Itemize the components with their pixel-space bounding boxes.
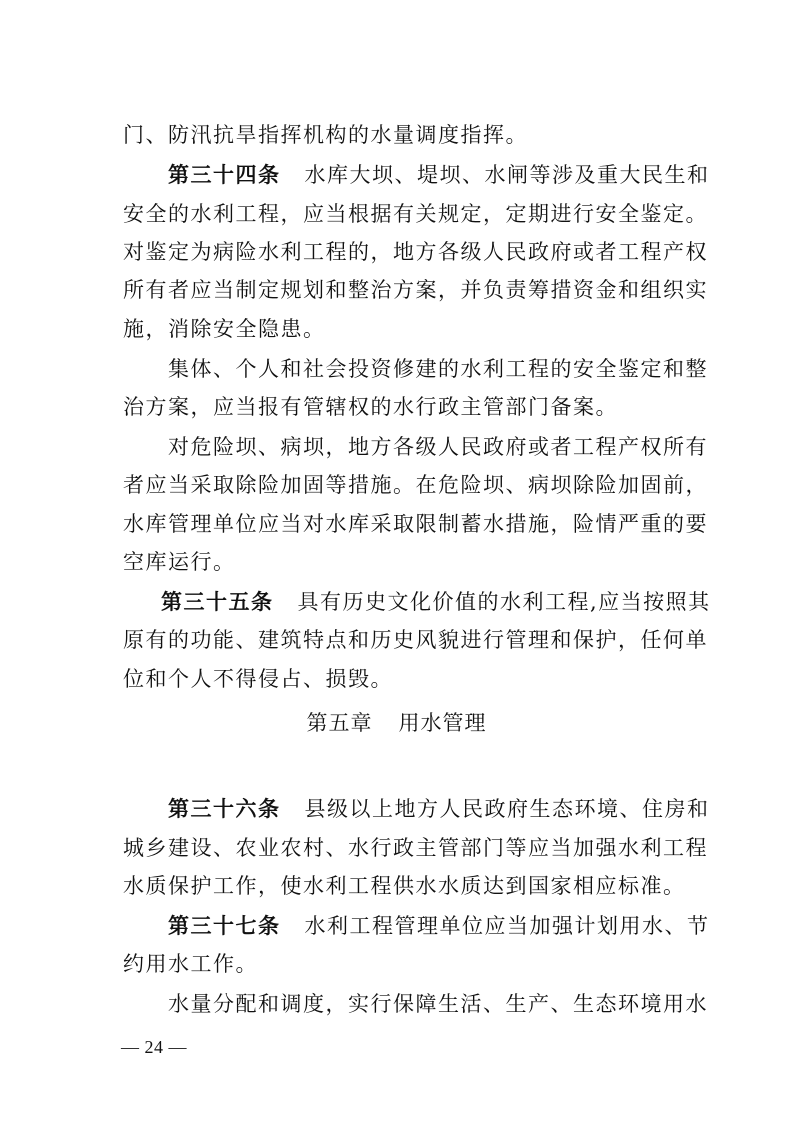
body-line: 对危险坝、病坝，地方各级人民政府或者工程产权所有: [168, 435, 708, 459]
body-line: 约用水工作。: [123, 952, 258, 976]
body-line: 水库管理单位应当对水库采取限制蓄水措施，险情严重的要: [123, 512, 708, 536]
article-35-text: 具有历史文化价值的水利工程,应当按照其: [297, 590, 711, 614]
body-line: 对鉴定为病险水利工程的，地方各级人民政府或者工程产权: [123, 240, 708, 264]
body-line: 位和个人不得侵占、损毁。: [123, 667, 393, 691]
article-35-first-line: [161, 587, 711, 617]
article-34-text: 水库大坝、堤坝、水闸等涉及重大民生和: [304, 163, 710, 187]
body-line: 水质保护工作，使水利工程供水水质达到国家相应标准。: [123, 874, 686, 898]
body-line: 施，消除安全隐患。: [123, 317, 326, 341]
article-36-first-line: [168, 794, 710, 824]
body-line: 所有者应当制定规划和整治方案，并负责筹措资金和组织实: [123, 278, 708, 302]
article-36-label: 第三十六条: [168, 796, 281, 821]
body-line: 门、防汛抗旱指挥机构的水量调度指挥。: [123, 123, 528, 147]
body-line: 者应当采取除险加固等措施。在危险坝、病坝除险加固前，: [123, 473, 708, 497]
page-number: — 24 —: [121, 1037, 187, 1057]
chapter-heading: [0, 708, 793, 738]
body-line: 水量分配和调度，实行保障生活、生产、生态环境用水: [168, 992, 708, 1016]
article-37-first-line: [168, 911, 710, 941]
body-line: 原有的功能、建筑特点和历史风貌进行管理和保护，任何单: [123, 628, 708, 652]
chapter-title: 用水管理: [398, 711, 487, 735]
body-line: 城乡建设、农业农村、水行政主管部门等应当加强水利工程: [123, 836, 708, 860]
article-36-text: 县级以上地方人民政府生态环境、住房和: [304, 797, 710, 821]
body-line: 集体、个人和社会投资修建的水利工程的安全鉴定和整: [168, 357, 708, 381]
article-34-label: 第三十四条: [168, 162, 281, 187]
article-34-first-line: [168, 160, 710, 190]
body-line: 空库运行。: [123, 550, 236, 574]
article-35-label: 第三十五条: [161, 589, 274, 614]
article-37-text: 水利工程管理单位应当加强计划用水、节: [304, 914, 710, 938]
body-line: 治方案，应当报有管辖权的水行政主管部门备案。: [123, 395, 618, 419]
chapter-number: 第五章: [306, 711, 373, 735]
body-line: 安全的水利工程，应当根据有关规定，定期进行安全鉴定。: [123, 202, 708, 226]
article-37-label: 第三十七条: [168, 913, 281, 938]
